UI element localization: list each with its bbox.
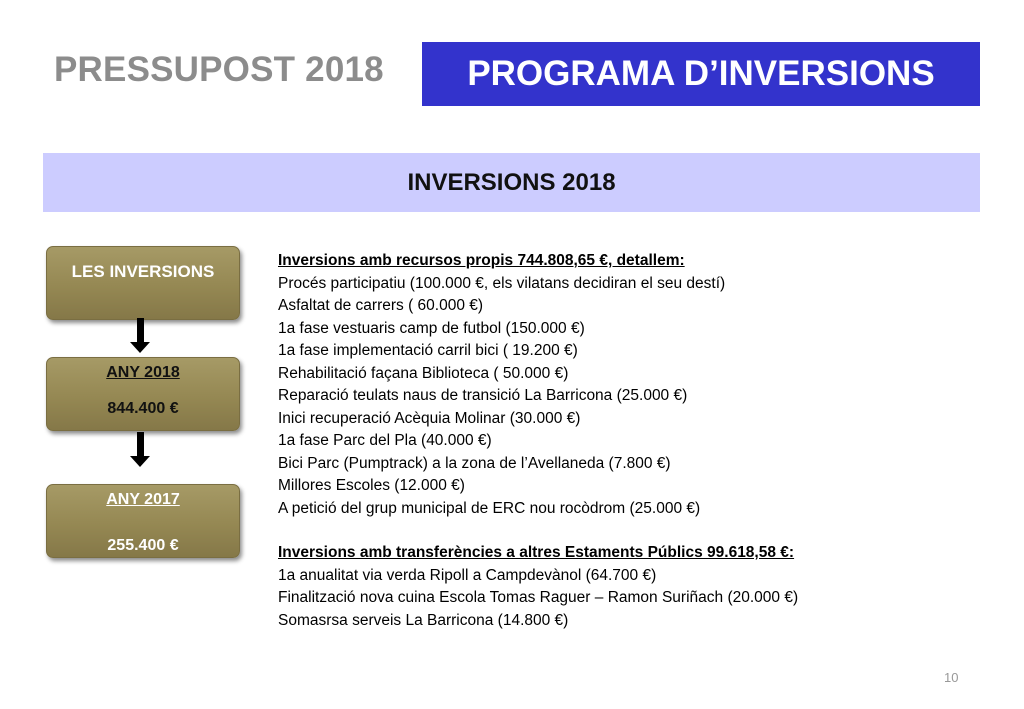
list-item: Procés participatiu (100.000 €, els vilatans decidiran el seu destí) (278, 274, 726, 292)
year-2017-label: ANY 2017 (106, 491, 180, 508)
investments-list (278, 250, 918, 632)
year-2018-box (46, 357, 240, 431)
arrow-down-icon (134, 432, 146, 467)
list-item: Reparació teulats naus de transició La Barricona (25.000 €) (278, 387, 688, 404)
list-item: Finalització nova cuina Escola Tomas Raguer – Ramon Suriñach (20.000 €) (278, 589, 799, 606)
list-item: 1a fase vestuaris camp de futbol (150.000 €) (278, 319, 585, 337)
les-inversions-label: LES INVERSIONS (71, 262, 215, 281)
year-2017-amount: 255.400 € (107, 537, 179, 554)
list-item: Inici recuperació Acèquia Molinar (30.000 €) (278, 409, 581, 427)
year-2017-box (46, 484, 240, 558)
arrow-down-icon (134, 318, 146, 353)
list-item: Somasrsa serveis La Barricona (14.800 €) (278, 611, 569, 629)
list-item: 1a fase implementació carril bici ( 19.200 €) (278, 342, 578, 359)
program-title-box (422, 42, 980, 106)
list-item: Rehabilitació façana Biblioteca ( 50.000 €) (278, 364, 569, 382)
transfers-heading: Inversions amb transferències a altres Estaments Públics 99.618,58 €: (278, 544, 795, 561)
year-2018-amount: 844.400 € (107, 400, 179, 417)
list-item: 1a anualitat via verda Ripoll a Campdevànol (64.700 €) (278, 566, 657, 584)
list-item: Bici Parc (Pumptrack) a la zona de l’Avellaneda (7.800 €) (278, 454, 671, 472)
list-item: Asfaltat de carrers ( 60.000 €) (278, 297, 484, 314)
own-resources-heading: Inversions amb recursos propis 744.808,65 €, detallem: (278, 252, 685, 269)
list-item: 1a fase Parc del Pla (40.000 €) (278, 432, 492, 449)
list-item: Millores Escoles (12.000 €) (278, 477, 465, 494)
les-inversions-box (46, 246, 240, 320)
page-number: 10 (944, 670, 959, 685)
list-item: A petició del grup municipal de ERC nou rocòdrom (25.000 €) (278, 499, 701, 517)
page-title-pressupost: PRESSUPOST 2018 (54, 50, 384, 89)
program-title: PROGRAMA D’INVERSIONS (467, 54, 935, 93)
section-banner (43, 153, 980, 212)
section-banner-title: INVERSIONS 2018 (407, 168, 616, 196)
year-2018-label: ANY 2018 (106, 364, 180, 381)
